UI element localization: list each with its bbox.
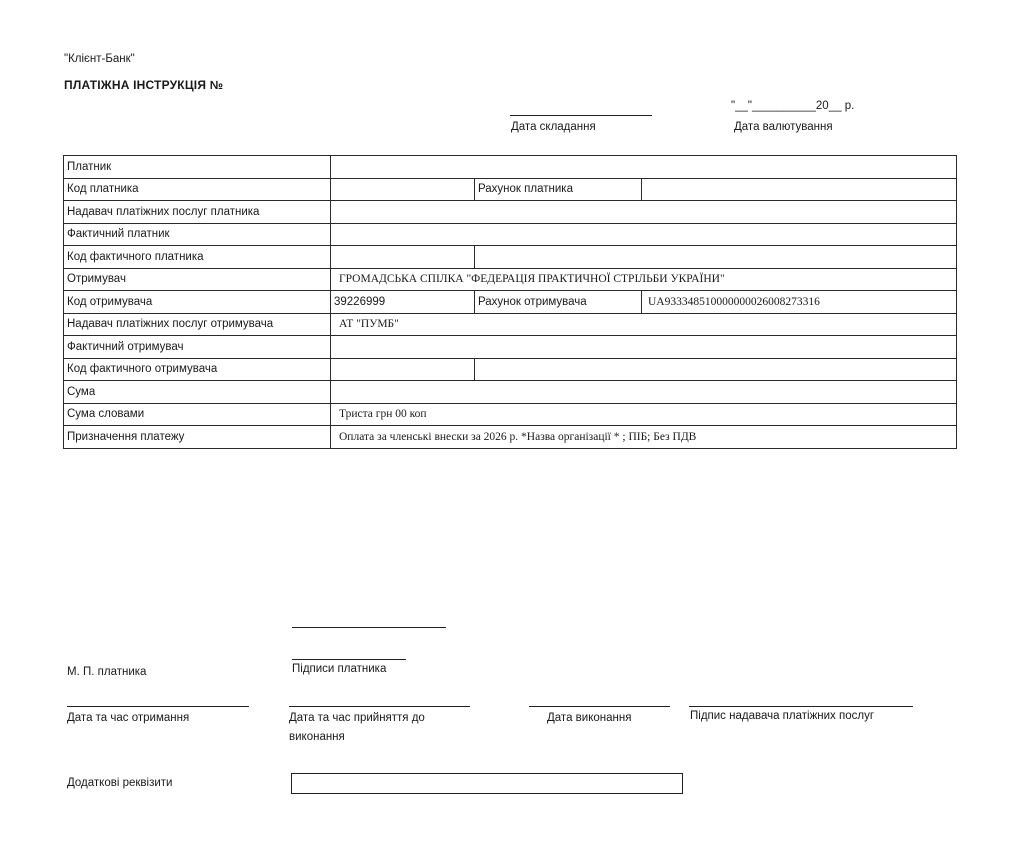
actual-recipient-code-extra-field[interactable] [475,358,957,381]
row-recipient-provider [64,313,957,336]
row-payer-provider [64,201,957,224]
recipient-field[interactable]: ГРОМАДСЬКА СПІЛКА "ФЕДЕРАЦІЯ ПРАКТИЧНОЇ СТРІЛЬБИ УКРАЇНИ" [331,268,957,291]
payer-field[interactable] [331,156,957,179]
stamp-label: М. П. платника [67,666,147,678]
recipient-provider-field[interactable]: АТ "ПУМБ" [331,313,957,336]
amount-words-field[interactable]: Триста грн 00 коп [331,403,957,426]
date-compiled-label: Дата складання [511,121,596,133]
bank-name: "Клієнт-Банк" [64,53,135,65]
actual-payer-code-label: Код фактичного платника [64,246,331,269]
purpose-field[interactable]: Оплата за членські внески за 2026 р. *Назва організації * ; ПІБ; Без ПДВ [331,426,957,449]
row-payer [64,156,957,179]
amount-label: Сума [64,381,331,404]
row-actual-recipient-code [64,358,957,381]
extra-details-field[interactable] [291,773,683,794]
row-actual-recipient [64,336,957,359]
recipient-code-field[interactable]: 39226999 [331,291,475,314]
value-date-template: "__"__________20__ р. [731,100,855,112]
payer-code-label: Код платника [64,178,331,201]
payer-provider-field[interactable] [331,201,957,224]
received-label: Дата та час отримання [67,712,190,724]
extra-details-label: Додаткові реквізити [67,777,173,789]
actual-recipient-field[interactable] [331,336,957,359]
actual-recipient-label: Фактичний отримувач [64,336,331,359]
payer-label: Платник [64,156,331,179]
provider-signature-label: Підпис надавача платіжних послуг [690,710,875,722]
actual-payer-code-extra-field[interactable] [475,246,957,269]
actual-payer-field[interactable] [331,223,957,246]
value-date-label: Дата валютування [734,121,833,133]
row-amount-words [64,403,957,426]
actual-payer-code-field[interactable] [331,246,475,269]
amount-field[interactable] [331,381,957,404]
row-recipient [64,268,957,291]
executed-line [529,706,670,707]
signatures-label: Підписи платника [292,663,387,675]
purpose-label: Призначення платежу [64,426,331,449]
accepted-label-cont: виконання [289,731,345,743]
row-payer-code [64,178,957,201]
actual-recipient-code-label: Код фактичного отримувача [64,358,331,381]
recipient-label: Отримувач [64,268,331,291]
payer-provider-label: Надавач платіжних послуг платника [64,201,331,224]
signature-line-2 [292,659,406,660]
recipient-code-label: Код отримувача [64,291,331,314]
row-actual-payer-code [64,246,957,269]
recipient-account-label: Рахунок отримувача [475,291,642,314]
actual-recipient-code-field[interactable] [331,358,475,381]
payer-account-field[interactable] [642,178,957,201]
signature-line-1 [292,627,446,628]
accepted-line [289,706,470,707]
payment-form-table [63,155,957,449]
executed-label: Дата виконання [547,712,632,724]
payer-code-field[interactable] [331,178,475,201]
row-purpose [64,426,957,449]
date-compiled-line [510,115,652,116]
accepted-label: Дата та час прийняття до [289,712,425,724]
received-line [67,706,249,707]
payer-account-label: Рахунок платника [475,178,642,201]
recipient-provider-label: Надавач платіжних послуг отримувача [64,313,331,336]
actual-payer-label: Фактичний платник [64,223,331,246]
provider-signature-line [689,706,913,707]
amount-words-label: Сума словами [64,403,331,426]
row-recipient-code [64,291,957,314]
page-title: ПЛАТІЖНА ІНСТРУКЦІЯ № [64,78,224,92]
recipient-account-field[interactable]: UA933348510000000026008273316 [642,291,957,314]
row-amount [64,381,957,404]
row-actual-payer [64,223,957,246]
